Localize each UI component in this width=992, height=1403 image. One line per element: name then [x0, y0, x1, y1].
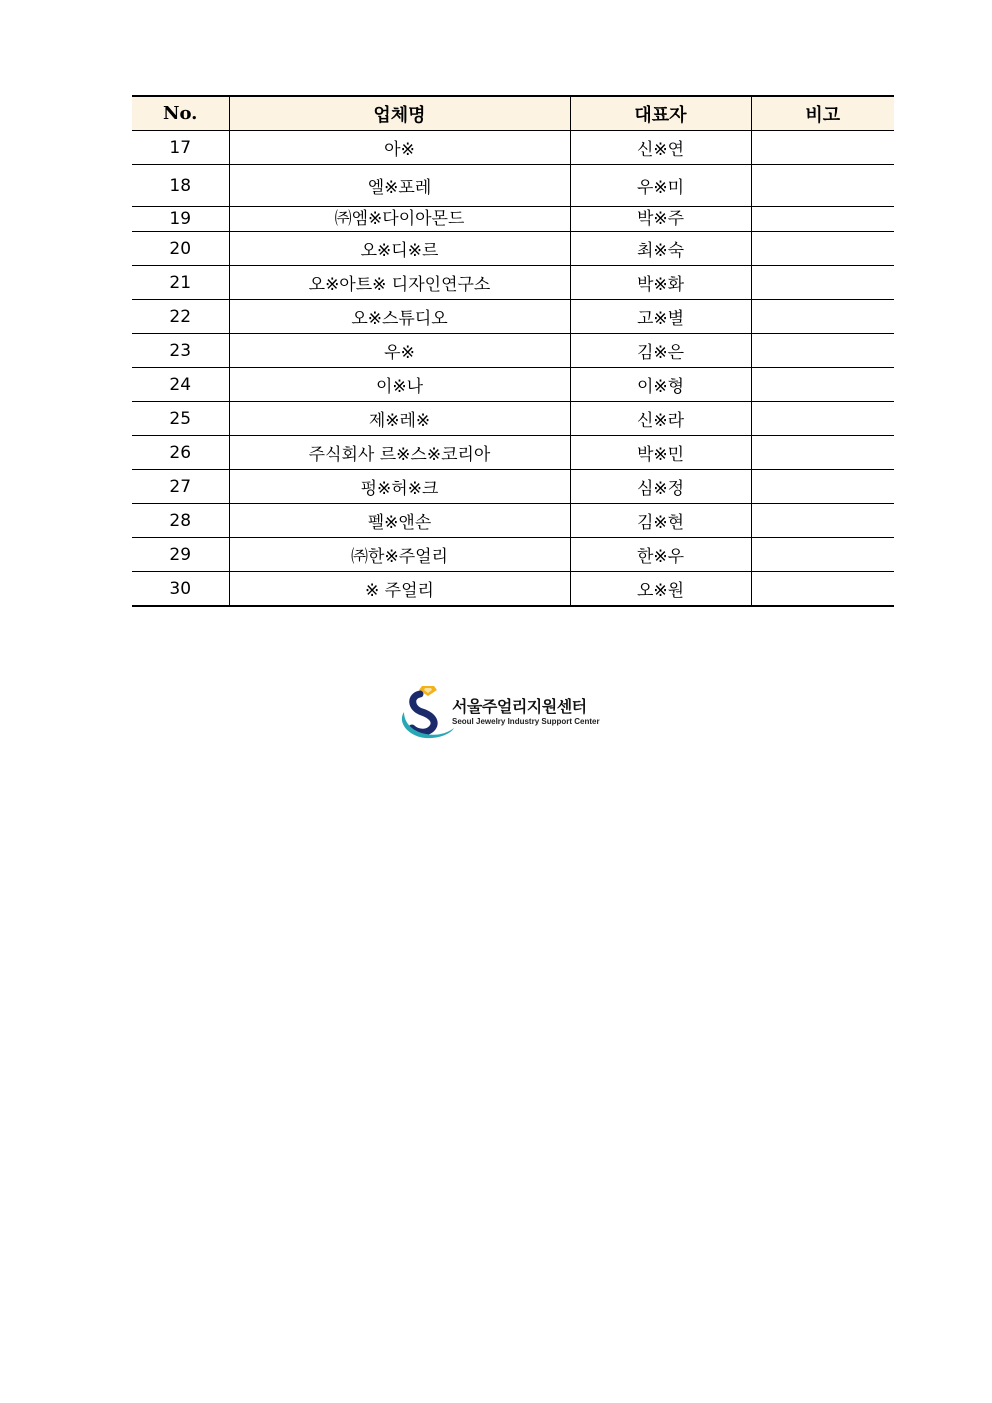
cell-company-name: 제※레※: [229, 402, 570, 436]
header-company-name: 업체명: [229, 96, 570, 131]
cell-representative: 최※숙: [570, 232, 751, 266]
table-row: [132, 165, 894, 207]
cell-no: 30: [132, 572, 229, 607]
cell-remarks: [751, 470, 894, 504]
table-row: [132, 402, 894, 436]
header-representative: 대표자: [570, 96, 751, 131]
cell-remarks: [751, 266, 894, 300]
cell-company-name: 오※아트※ 디자인연구소: [229, 266, 570, 300]
cell-remarks: [751, 538, 894, 572]
cell-no: 20: [132, 232, 229, 266]
cell-no: 26: [132, 436, 229, 470]
header-no: No.: [132, 96, 229, 131]
table-row: [132, 572, 894, 607]
cell-representative: 박※민: [570, 436, 751, 470]
cell-company-name: ※ 주얼리: [229, 572, 570, 607]
cell-remarks: [751, 572, 894, 607]
cell-representative: 오※원: [570, 572, 751, 607]
logo-mark-icon: [396, 682, 456, 742]
seoul-jewelry-center-logo: [396, 682, 606, 742]
cell-no: 25: [132, 402, 229, 436]
cell-representative: 한※우: [570, 538, 751, 572]
cell-company-name: 엘※포레: [229, 165, 570, 207]
logo-english-name: Seoul Jewelry Industry Support Center: [452, 717, 600, 726]
cell-representative: 심※정: [570, 470, 751, 504]
cell-representative: 이※형: [570, 368, 751, 402]
cell-no: 29: [132, 538, 229, 572]
table-header-row: [132, 96, 894, 131]
cell-no: 21: [132, 266, 229, 300]
cell-no: 23: [132, 334, 229, 368]
cell-company-name: 펠※앤손: [229, 504, 570, 538]
table-row: [132, 470, 894, 504]
table-row: [132, 232, 894, 266]
cell-representative: 박※화: [570, 266, 751, 300]
table-row: [132, 504, 894, 538]
cell-company-name: 오※디※르: [229, 232, 570, 266]
cell-remarks: [751, 402, 894, 436]
cell-company-name: 이※나: [229, 368, 570, 402]
cell-no: 27: [132, 470, 229, 504]
cell-representative: 우※미: [570, 165, 751, 207]
cell-no: 18: [132, 165, 229, 207]
cell-remarks: [751, 334, 894, 368]
cell-company-name: 오※스튜디오: [229, 300, 570, 334]
cell-no: 17: [132, 131, 229, 165]
cell-company-name: 주식회사 르※스※코리아: [229, 436, 570, 470]
table-row: [132, 334, 894, 368]
table-row: [132, 538, 894, 572]
cell-representative: 신※연: [570, 131, 751, 165]
cell-representative: 김※현: [570, 504, 751, 538]
table-row: [132, 266, 894, 300]
table-row: [132, 368, 894, 402]
cell-remarks: [751, 504, 894, 538]
cell-representative: 김※은: [570, 334, 751, 368]
company-table: [132, 95, 894, 607]
cell-representative: 신※라: [570, 402, 751, 436]
cell-remarks: [751, 232, 894, 266]
table-row: [132, 300, 894, 334]
cell-company-name: 아※: [229, 131, 570, 165]
table-row: [132, 436, 894, 470]
cell-company-name: 우※: [229, 334, 570, 368]
cell-representative: 박※주: [570, 207, 751, 232]
s-stroke-icon: [412, 694, 434, 732]
logo-korean-name: 서울주얼리지원센터: [452, 697, 587, 716]
cell-remarks: [751, 300, 894, 334]
cell-representative: 고※별: [570, 300, 751, 334]
cell-remarks: [751, 368, 894, 402]
cell-no: 22: [132, 300, 229, 334]
cell-remarks: [751, 207, 894, 232]
cell-remarks: [751, 131, 894, 165]
cell-company-name: 펑※허※크: [229, 470, 570, 504]
cell-no: 28: [132, 504, 229, 538]
cell-company-name: ㈜엠※다이아몬드: [229, 207, 570, 232]
cell-company-name: ㈜한※주얼리: [229, 538, 570, 572]
cell-remarks: [751, 165, 894, 207]
table-row: [132, 131, 894, 165]
cell-remarks: [751, 436, 894, 470]
cell-no: 19: [132, 207, 229, 232]
table-row: [132, 207, 894, 232]
cell-no: 24: [132, 368, 229, 402]
header-remarks: 비고: [751, 96, 894, 131]
